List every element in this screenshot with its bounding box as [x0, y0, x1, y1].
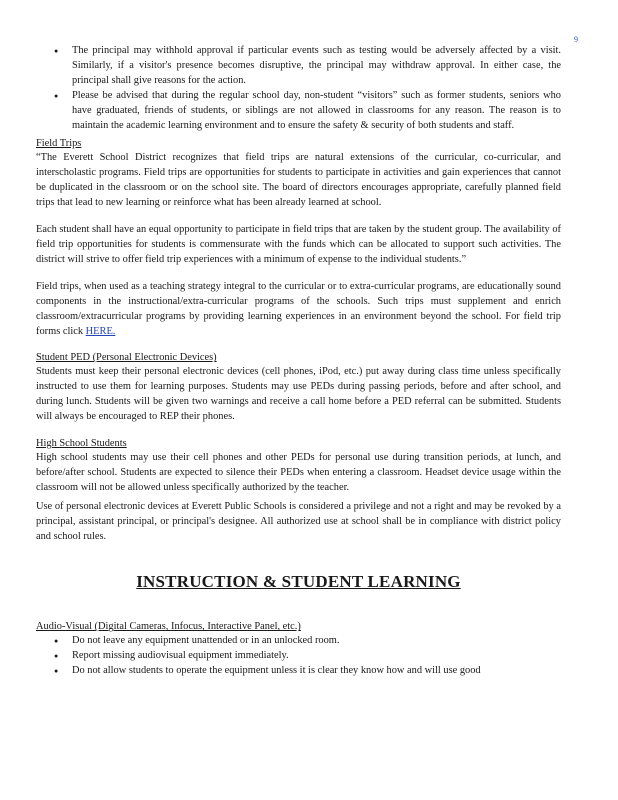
- audio-visual-heading: Audio-Visual (Digital Cameras, Infocus, Interactive Panel, etc.): [36, 621, 301, 633]
- high-school-heading: High School Students: [36, 438, 127, 450]
- field-trips-text: Field trips, when used as a teaching strategy integral to the curricular or to extra-curricular programs, are educationally sound components in the instructional/extra-curricular programs of the schools. Such trips must supplement and enrich classroom/extracurricular programs by providing learning experiences in an environment beyond the school. For field trip forms click: [36, 280, 561, 337]
- high-school-paragraph-2: Use of personal electronic devices at Everett Public Schools is considered a privilege and not a right and may be revoked by a principal, assistant principal, or principal's designee. All authorized use at school shall be in compliance with district policy and school rules.: [36, 500, 561, 542]
- high-school-paragraph-1: High school students may use their cell phones and other PEDs for personal use during transition periods, at lunch, and before/after school. Students are expected to silence their PEDs when entering a classroom. Headset device usage within the classroom will not be allowed unless specifically authorized by the teacher.: [36, 452, 561, 493]
- list-item: ● Do not allow students to operate the equipment unless it is clear they know how and will use good: [36, 664, 561, 679]
- page-number: 9: [574, 35, 578, 44]
- student-ped-heading: Student PED (Personal Electronic Devices): [36, 352, 217, 364]
- field-trip-forms-link[interactable]: HERE.: [85, 325, 116, 337]
- visitor-policy-list: [36, 44, 561, 133]
- audio-visual-list: [36, 634, 561, 679]
- field-trips-heading: Field Trips: [36, 138, 82, 150]
- section-title: INSTRUCTION & STUDENT LEARNING: [136, 572, 461, 592]
- list-item: ● Do not leave any equipment unattended or in an unlocked room.: [36, 634, 561, 649]
- field-trips-paragraph-3: [36, 280, 561, 340]
- list-item: ● Please be advised that during the regular school day, non-student “visitors” such as former students, seniors who have graduated, friends of students, or siblings are not allowed in classrooms for any reason. The reason is to maintain the academic learning environment and to ensure the safety & security of both students and staff.: [36, 89, 561, 134]
- document-body: [36, 44, 561, 679]
- student-ped-paragraph: Students must keep their personal electronic devices (cell phones, iPod, etc.) put away during class time unless specifically instructed to use them for learning purposes. Students may use PEDs during passing periods, before and after school, and during lunch. Students will be given two warnings and receive a call home before a PED referral can be submitted. Students will always be encouraged to REP their phones.: [36, 366, 561, 423]
- list-item: ● Report missing audiovisual equipment immediately.: [36, 649, 561, 664]
- field-trips-paragraph-1: “The Everett School District recognizes that field trips are natural extensions of the curricular, co-curricular, and interscholastic programs. Field trips are opportunities for students to participate in activities and gain experiences that cannot be duplicated in the classroom or on the school site. The board of directors encourages appropriate, carefully planned field trips that lead to new learning or reinforce what has been already learned at school.: [36, 152, 561, 209]
- list-item: ● The principal may withhold approval if particular events such as testing would be adversely affected by a visit. Similarly, if a visitor's presence becomes disruptive, the principal may withdraw approval. In either case, the principal shall give reasons for the action.: [36, 44, 561, 89]
- field-trips-paragraph-2: Each student shall have an equal opportunity to participate in field trips that are taken by the student group. The availability of field trip opportunities for students is commensurate with the funds which can be allocated to support such activities. The district will strive to offer field trip experiences with a minimum of expense to the individual students.”: [36, 224, 561, 265]
